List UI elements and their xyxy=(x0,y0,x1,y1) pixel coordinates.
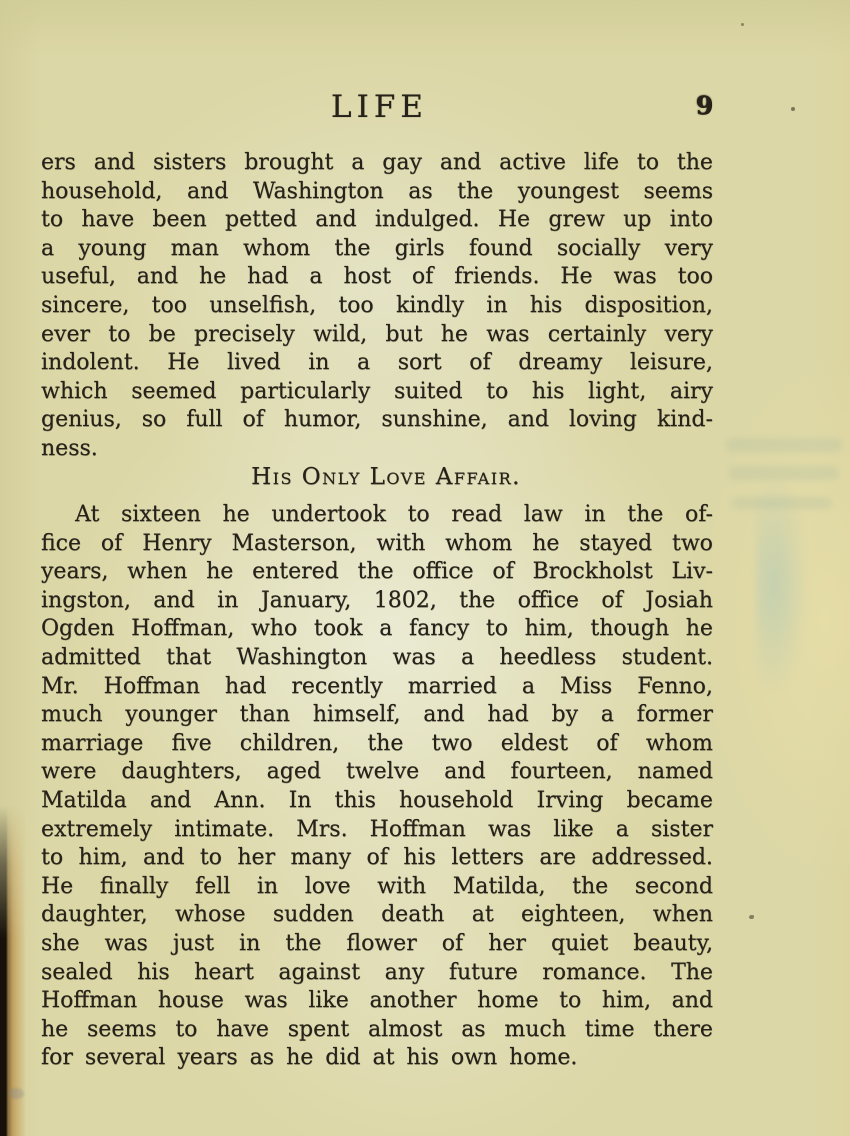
text-line: which seemed particularly suited to his light, airy xyxy=(41,378,713,404)
text-line: Mr. Hoffman had recently married a Miss Fenno, xyxy=(41,673,713,699)
ink-speck xyxy=(791,107,795,111)
text-line: household, and Washington as the youngest seems xyxy=(41,178,713,204)
margin-smudge xyxy=(9,1088,24,1099)
scan-artifact-crescent xyxy=(756,478,808,693)
text-line: a young man whom the girls found socially very xyxy=(41,235,713,261)
text-line: ingston, and in January, 1802, the office of Josiah xyxy=(41,587,713,613)
page-number: 9 xyxy=(695,91,713,120)
page-header xyxy=(41,89,713,125)
text-line: daughter, whose sudden death at eighteen, when xyxy=(41,902,713,928)
text-line: much younger than himself, and had by a former xyxy=(41,702,713,728)
text-line: useful, and he had a host of friends. He was too xyxy=(41,264,713,290)
text-line: to have been petted and indulged. He grew up into xyxy=(41,207,713,233)
ink-speck xyxy=(749,915,754,919)
text-line: extremely intimate. Mrs. Hoffman was like a sister xyxy=(41,816,713,842)
paragraph-opening xyxy=(41,149,713,464)
text-line: sincere, too unselfish, too kindly in his disposition, xyxy=(41,292,713,318)
show-through-smudge xyxy=(726,438,842,452)
text-line: for several years as he did at his own home. xyxy=(41,1045,578,1071)
running-title: LIFE xyxy=(331,89,428,125)
ink-speck xyxy=(741,23,744,26)
text-line: ness. xyxy=(41,435,98,461)
section-heading: His Only Love Affair. xyxy=(251,464,521,490)
text-line: sealed his heart against any future romance. The xyxy=(41,959,713,985)
text-line: Hoffman house was like another home to him, and xyxy=(41,988,713,1014)
text-line: to him, and to her many of his letters are addressed. xyxy=(41,845,713,871)
paragraph-love-affair xyxy=(41,501,713,1073)
text-line: he seems to have spent almost as much time there xyxy=(41,1016,713,1042)
text-block xyxy=(41,0,713,1136)
text-line: genius, so full of humor, sunshine, and loving kind- xyxy=(41,407,713,433)
book-spine-edge xyxy=(0,806,26,1136)
text-line: marriage five children, the two eldest of whom xyxy=(41,730,713,756)
text-line: Matilda and Ann. In this household Irving became xyxy=(41,787,713,813)
text-line: ever to be precisely wild, but he was certainly very xyxy=(41,321,713,347)
text-line: ers and sisters brought a gay and active life to the xyxy=(41,150,713,175)
text-line: fice of Henry Masterson, with whom he stayed two xyxy=(41,530,713,556)
text-line: indolent. He lived in a sort of dreamy leisure, xyxy=(41,350,713,376)
text-line: were daughters, aged twelve and fourteen, named xyxy=(41,759,713,785)
show-through-smudge xyxy=(732,497,832,509)
text-line: He finally fell in love with Matilda, the second xyxy=(41,873,713,899)
text-line: years, when he entered the office of Brockholst Liv- xyxy=(41,559,713,585)
show-through-smudge xyxy=(729,466,839,480)
text-line: At sixteen he undertook to read law in the of- xyxy=(75,502,713,527)
text-line: admitted that Washington was a heedless student. xyxy=(41,644,713,670)
text-line: Ogden Hoffman, who took a fancy to him, though he xyxy=(41,616,713,642)
text-line: she was just in the flower of her quiet beauty, xyxy=(41,930,713,956)
